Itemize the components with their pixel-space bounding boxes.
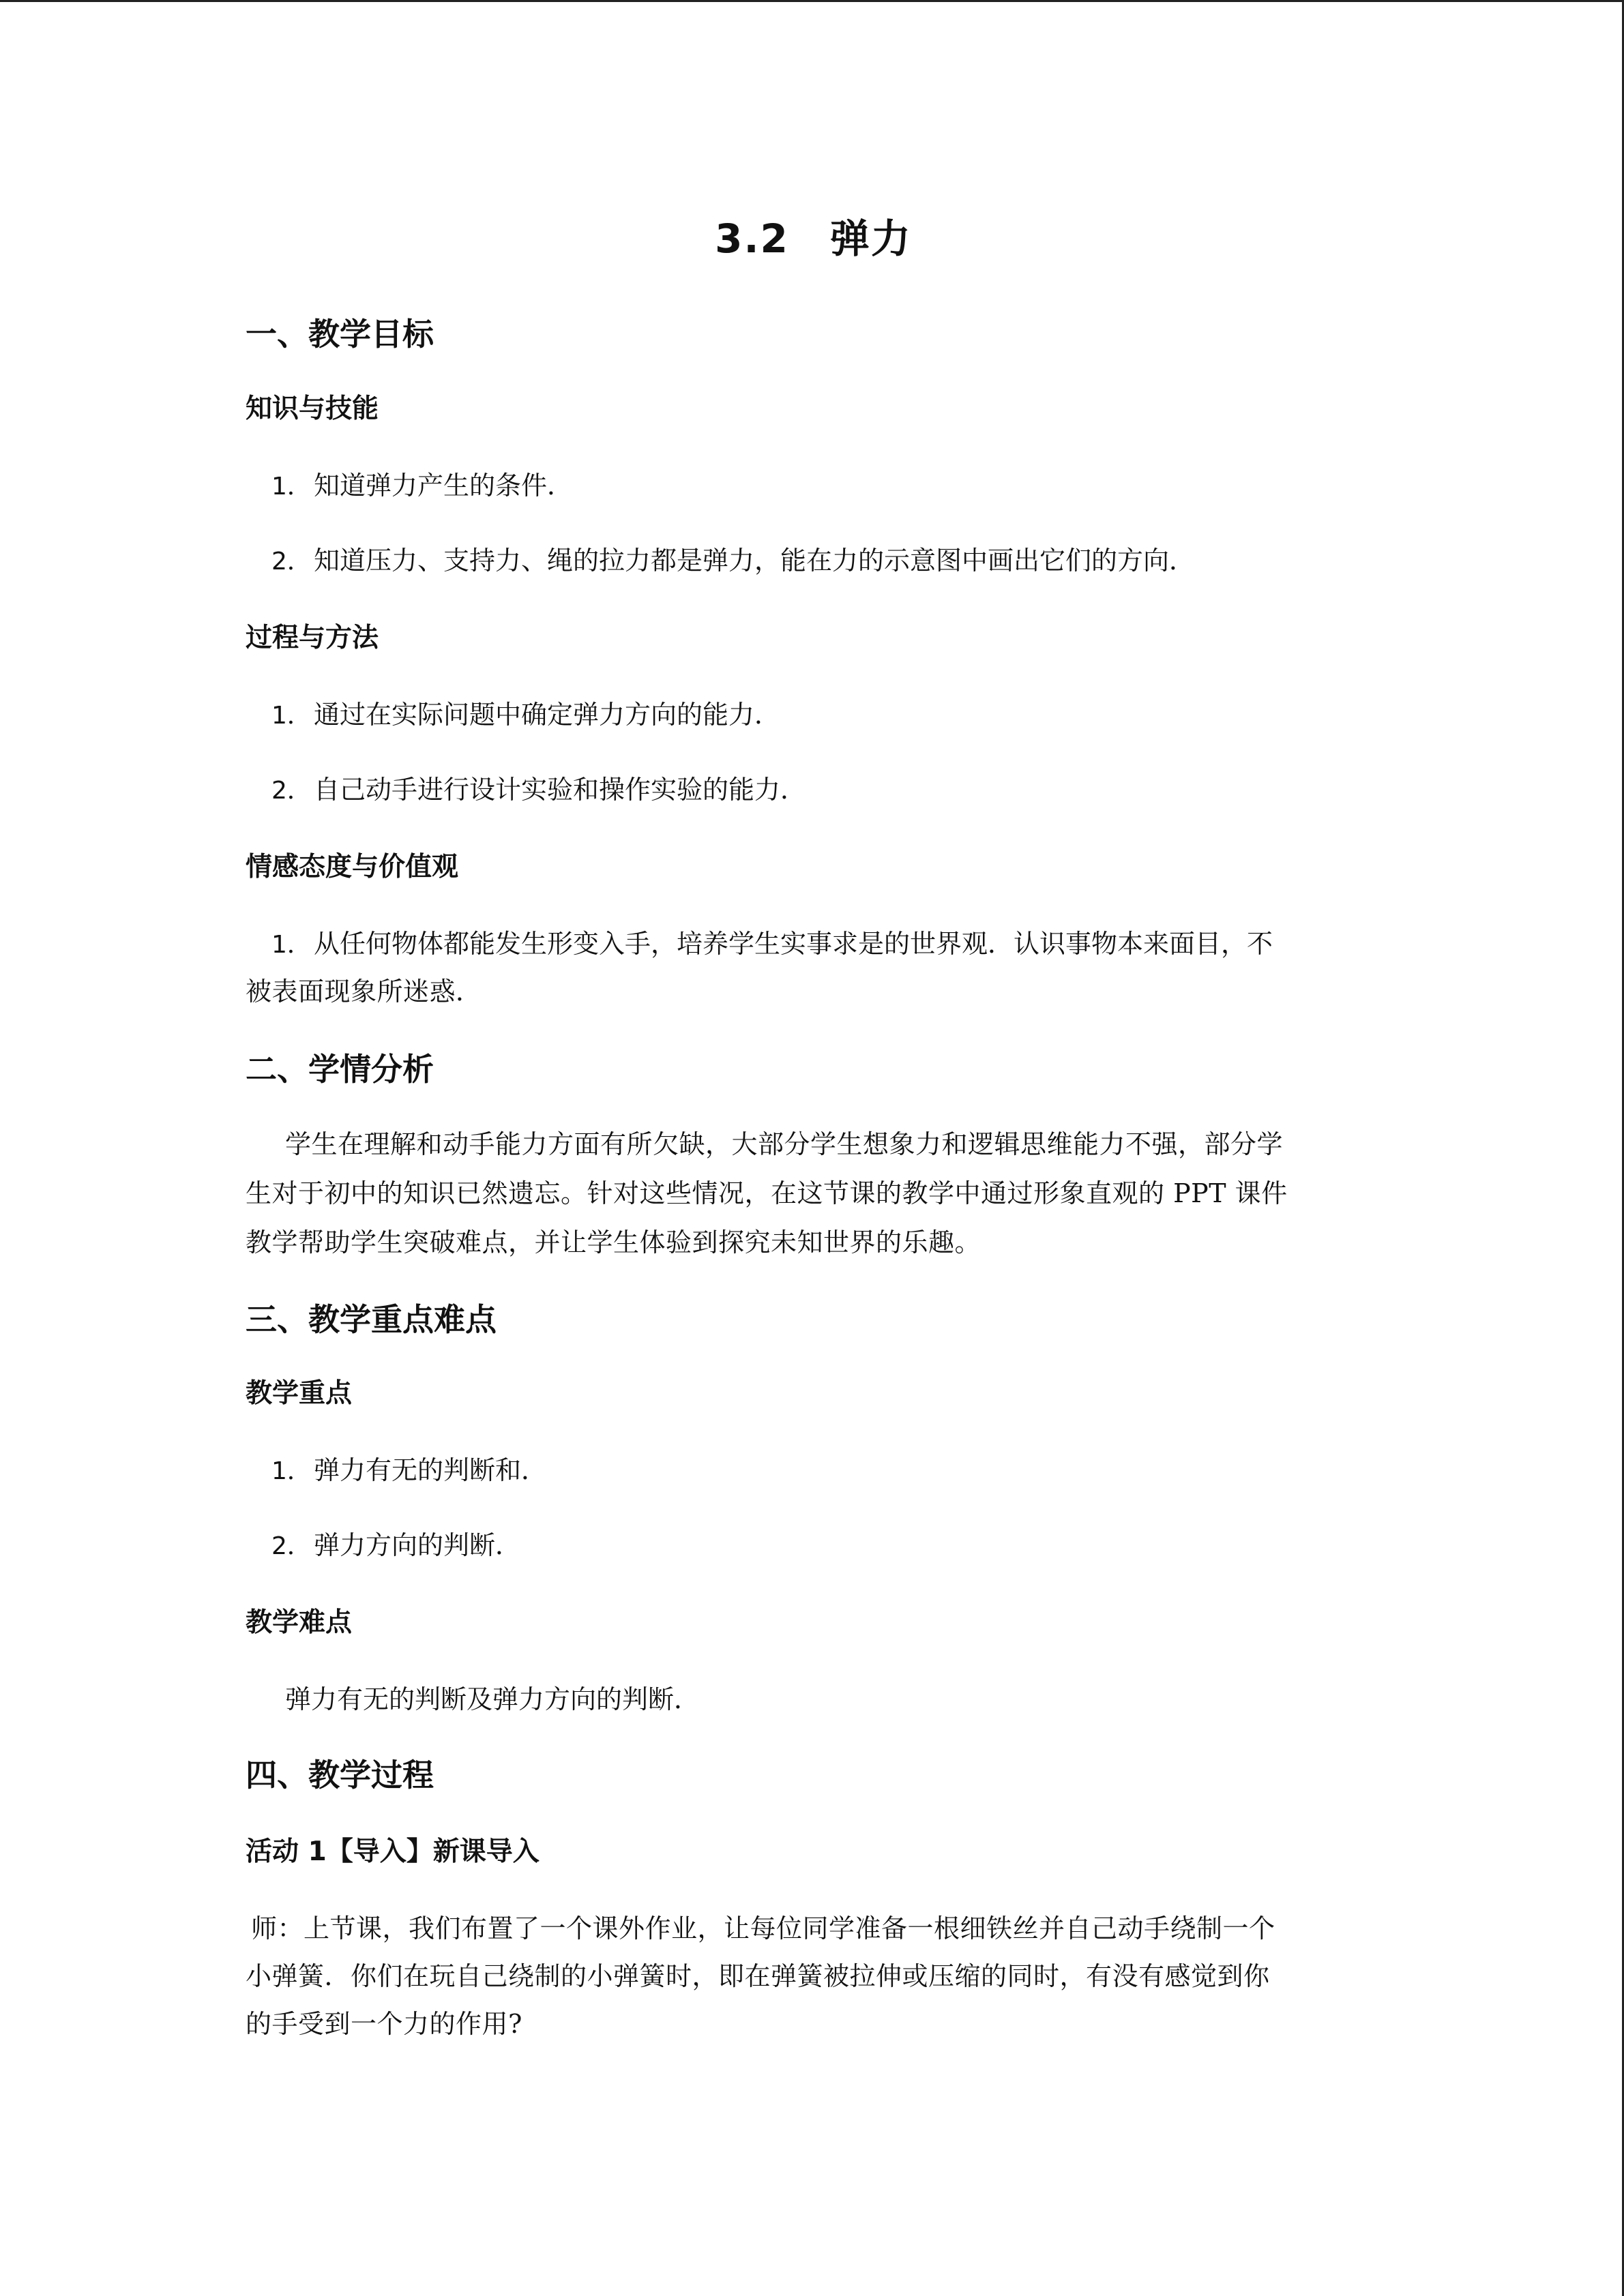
section-heading-analysis: 二、学情分析 <box>246 1051 434 1088</box>
list-item: 1．从任何物体都能发生形变入手，培养学生实事求是的世界观．认识事物本来面目，不 <box>271 929 1273 959</box>
list-item: 1．知道弹力产生的条件． <box>271 471 574 501</box>
list-item: 1．通过在实际问题中确定弹力方向的能力． <box>271 700 781 730</box>
paragraph-line: 师：上节课，我们布置了一个课外作业，让每位同学准备一根细铁丝并自己动手绕制一个 <box>251 1913 1275 1943</box>
subheading-focus: 教学重点 <box>246 1378 353 1409</box>
section-heading-goals: 一、教学目标 <box>246 316 434 353</box>
title-text: 弹力 <box>829 215 912 262</box>
paragraph-line: 的手受到一个力的作用? <box>246 2009 522 2039</box>
page-border-top <box>0 0 1624 2</box>
list-item: 2．弹力方向的判断． <box>271 1530 522 1560</box>
paragraph-line: 学生在理解和动手能力方面有所欠缺，大部分学生想象力和逻辑思维能力不强，部分学 <box>285 1129 1284 1159</box>
subheading-attitude: 情感态度与价值观 <box>246 852 459 882</box>
subheading-difficulty: 教学难点 <box>246 1607 353 1638</box>
paragraph-line: 小弹簧．你们在玩自己绕制的小弹簧时，即在弹簧被拉伸或压缩的同时，有没有感觉到你 <box>246 1961 1270 1991</box>
list-item: 2．知道压力、支持力、绳的拉力都是弹力，能在力的示意图中画出它们的方向． <box>271 546 1196 576</box>
difficulty-text: 弹力有无的判断及弹力方向的判断． <box>285 1684 700 1714</box>
subheading-activity-1: 活动 1【导入】新课导入 <box>246 1836 540 1867</box>
list-item-continuation: 被表面现象所迷惑． <box>246 976 482 1007</box>
section-heading-keypoints: 三、教学重点难点 <box>246 1301 497 1338</box>
title-number: 3.2 <box>715 215 789 262</box>
subheading-knowledge: 知识与技能 <box>246 393 379 424</box>
paragraph-line: 生对于初中的知识已然遗忘。针对这些情况，在这节课的教学中通过形象直观的 PPT 课件 <box>246 1178 1288 1208</box>
section-heading-process: 四、教学过程 <box>246 1757 434 1793</box>
subheading-process-method: 过程与方法 <box>246 623 379 653</box>
paragraph-line: 教学帮助学生突破难点，并让学生体验到探究未知世界的乐趣。 <box>246 1227 981 1257</box>
page-title <box>246 208 1381 269</box>
list-item: 2．自己动手进行设计实验和操作实验的能力． <box>271 775 807 805</box>
list-item: 1．弹力有无的判断和． <box>271 1455 548 1485</box>
